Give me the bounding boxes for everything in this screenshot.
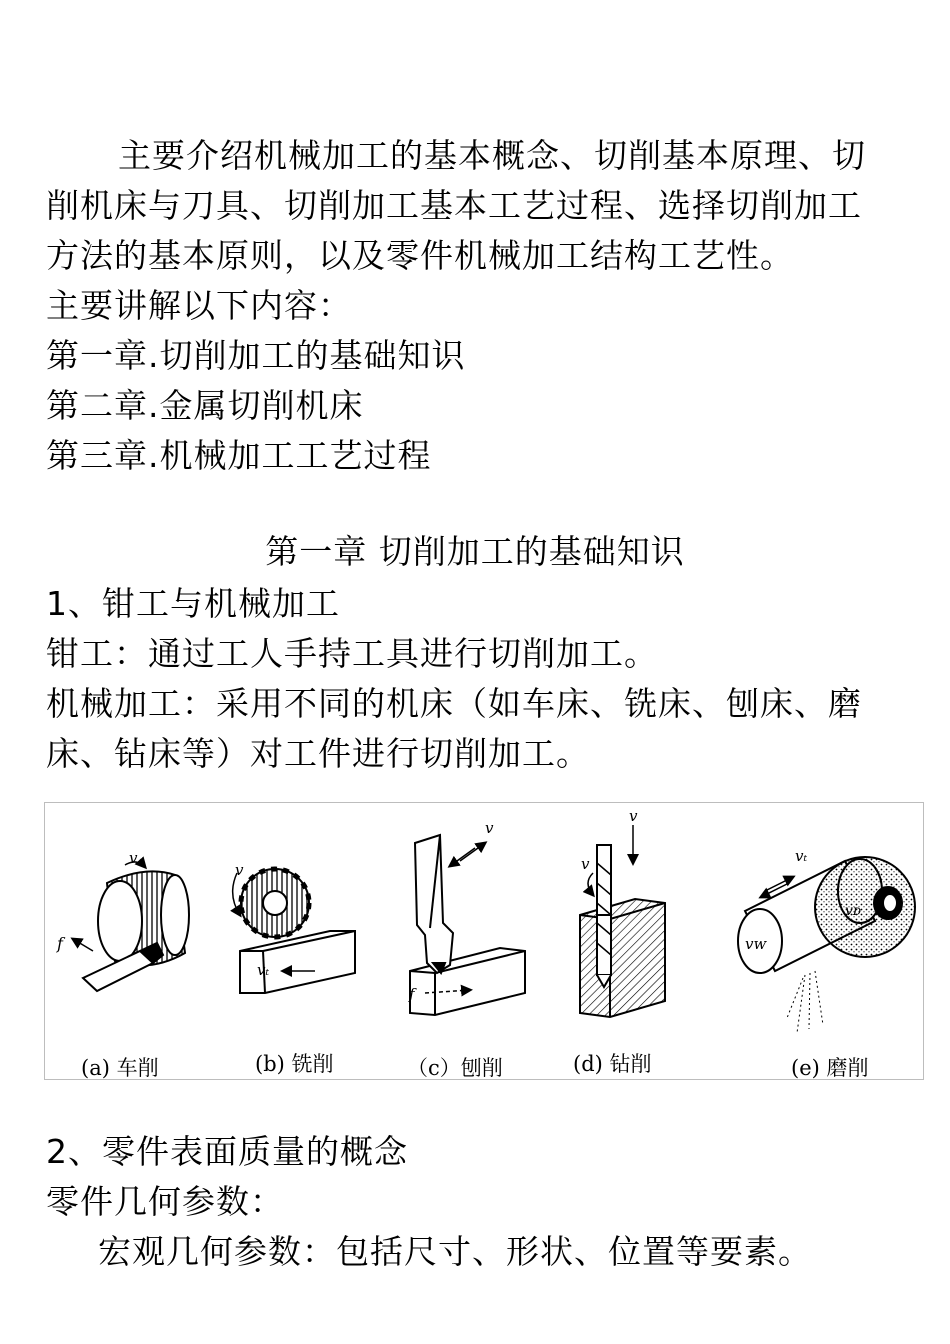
intro-line-3: 方法的基本原则，以及零件机械加工结构工艺性。 xyxy=(46,236,794,275)
outline-heading: 主要讲解以下内容： xyxy=(46,286,352,325)
machining-line-1: 机械加工：采用不同的机床（如车床、铣床、刨床、磨 xyxy=(46,684,862,723)
turning-v-label: v xyxy=(129,849,138,867)
caption-planing: （c）刨削 xyxy=(407,1056,503,1080)
caption-grinding: (e) 磨削 xyxy=(791,1056,869,1080)
bench-work-line: 钳工：通过工人手持工具进行切削加工。 xyxy=(46,634,658,673)
grinding-vt-label: vₜ xyxy=(795,847,808,865)
outline-item-1: 第一章.切削加工的基础知识 xyxy=(46,336,466,375)
planing-v-label: v xyxy=(485,819,494,837)
intro-line-1: 主要介绍机械加工的基本概念、切削基本原理、切 xyxy=(118,136,866,175)
machining-line-2: 床、钻床等）对工件进行切削加工。 xyxy=(46,734,590,773)
intro-line-2: 削机床与刀具、切削加工基本工艺过程、选择切削加工 xyxy=(46,186,862,225)
caption-turning: (a) 车削 xyxy=(81,1056,159,1080)
machining-illustrations xyxy=(45,803,925,1081)
milling-vt-label: vₜ xyxy=(257,961,270,979)
drilling-rotation-label: v xyxy=(581,855,590,873)
drilling-illustration xyxy=(580,825,665,1017)
milling-illustration xyxy=(233,869,355,993)
section-1-title: 1、钳工与机械加工 xyxy=(46,584,340,623)
macro-geometry-line: 宏观几何参数：包括尺寸、形状、位置等要素。 xyxy=(98,1232,812,1271)
geometry-params-heading: 零件几何参数： xyxy=(46,1182,284,1221)
caption-milling: (b) 铣削 xyxy=(255,1052,334,1076)
planing-illustration xyxy=(410,835,525,1015)
caption-drilling: (d) 钻削 xyxy=(573,1052,652,1076)
grinding-vw-label: vᴡ xyxy=(745,935,767,953)
machining-methods-figure xyxy=(44,802,924,1080)
chapter-title: 第一章 切削加工的基础知识 xyxy=(265,532,685,571)
milling-v-label: v xyxy=(235,861,244,879)
section-2-title: 2、零件表面质量的概念 xyxy=(46,1132,408,1171)
planing-f-label: f xyxy=(409,985,415,1003)
outline-item-2: 第二章.金属切削机床 xyxy=(46,386,364,425)
drilling-v-label: v xyxy=(629,807,638,825)
outline-item-3: 第三章.机械加工工艺过程 xyxy=(46,436,432,475)
turning-f-label: f xyxy=(57,934,63,953)
turning-illustration xyxy=(73,862,189,991)
grinding-vd-label: vᴅ xyxy=(845,903,862,919)
